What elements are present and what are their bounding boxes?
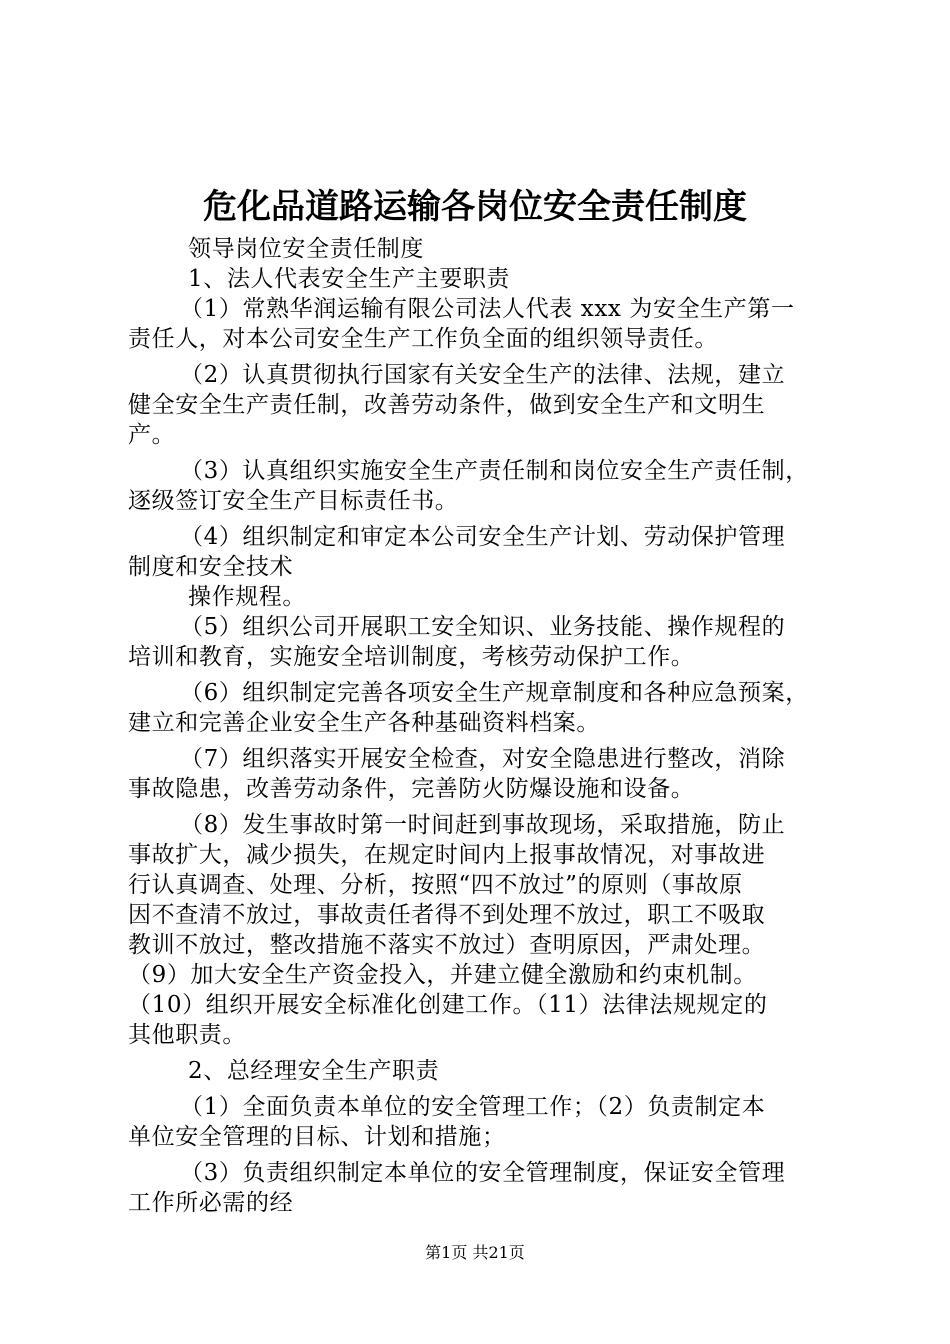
paragraph-line: 工作所必需的经 [128, 1190, 294, 1216]
section-heading: 领导岗位安全责任制度 [188, 236, 424, 262]
paragraph-line: 健全安全生产责任制，改善劳动条件，做到安全生产和文明生 [128, 392, 766, 418]
page-footer: 第1页 共21页 [425, 1243, 525, 1262]
paragraph-line: （1）常熟华润运输有限公司法人代表 xxx 为安全生产第一 [180, 296, 795, 322]
paragraph-line: （6）组织制定完善各项安全生产规章制度和各种应急预案， [180, 680, 809, 706]
subsection-heading: 1、法人代表安全生产主要职责 [188, 266, 511, 292]
paragraph-line: （5）组织公司开展职工安全知识、业务技能、操作规程的 [180, 614, 786, 640]
paragraph-line: （3）认真组织实施安全生产责任制和岗位安全生产责任制， [180, 458, 809, 484]
document-body [128, 234, 838, 1218]
paragraph-line: 事故隐患，改善劳动条件，完善防火防爆设施和设备。 [128, 776, 695, 802]
paragraph-line: （1）全面负责本单位的安全管理工作；（2）负责制定本 [180, 1094, 766, 1120]
paragraph-line: 建立和完善企业安全生产各种基础资料档案。 [128, 710, 600, 736]
paragraph-line: 其他职责。 [128, 1022, 246, 1048]
paragraph-line: 产。 [128, 422, 176, 448]
paragraph-line: （3）负责组织制定本单位的安全管理制度，保证安全管理 [180, 1160, 786, 1186]
paragraph-line: 制度和安全技术 [128, 554, 294, 580]
paragraph-line: （7）组织落实开展安全检查，对安全隐患进行整改，消除 [180, 746, 786, 772]
paragraph-line: 逐级签订安全生产目标责任书。 [128, 488, 459, 514]
paragraph-line: （10）组织开展安全标准化创建工作。（11）法律法规规定的 [128, 992, 768, 1018]
paragraph-line: （4）组织制定和审定本公司安全生产计划、劳动保护管理 [180, 524, 786, 550]
paragraph-line: 因不查清不放过，事故责任者得不到处理不放过，职工不吸取 [128, 902, 766, 928]
paragraph-line: 单位安全管理的目标、计划和措施； [128, 1124, 506, 1150]
paragraph-line: 教训不放过，整改措施不落实不放过）查明原因，严肃处理。 [128, 932, 766, 958]
paragraph-line: 责任人，对本公司安全生产工作负全面的组织领导责任。 [128, 326, 718, 352]
paragraph-line: 培训和教育，实施安全培训制度，考核劳动保护工作。 [128, 644, 695, 670]
paragraph-line: 事故扩大，减少损失，在规定时间内上报事故情况，对事故进 [128, 842, 766, 868]
paragraph-line: （2）认真贯彻执行国家有关安全生产的法律、法规，建立 [180, 362, 786, 388]
subsection-heading: 2、总经理安全生产职责 [188, 1058, 440, 1084]
paragraph-line: （8）发生事故时第一时间赶到事故现场，采取措施，防止 [180, 812, 786, 838]
document-title: 危化品道路运输各岗位安全责任制度 [203, 187, 747, 227]
paragraph-line: 行认真调查、处理、分析，按照“四不放过”的原则（事故原 [128, 872, 743, 898]
paragraph-line: 操作规程。 [188, 584, 306, 610]
paragraph-line: （9）加大安全生产资金投入，并建立健全激励和约束机制。 [128, 962, 757, 988]
